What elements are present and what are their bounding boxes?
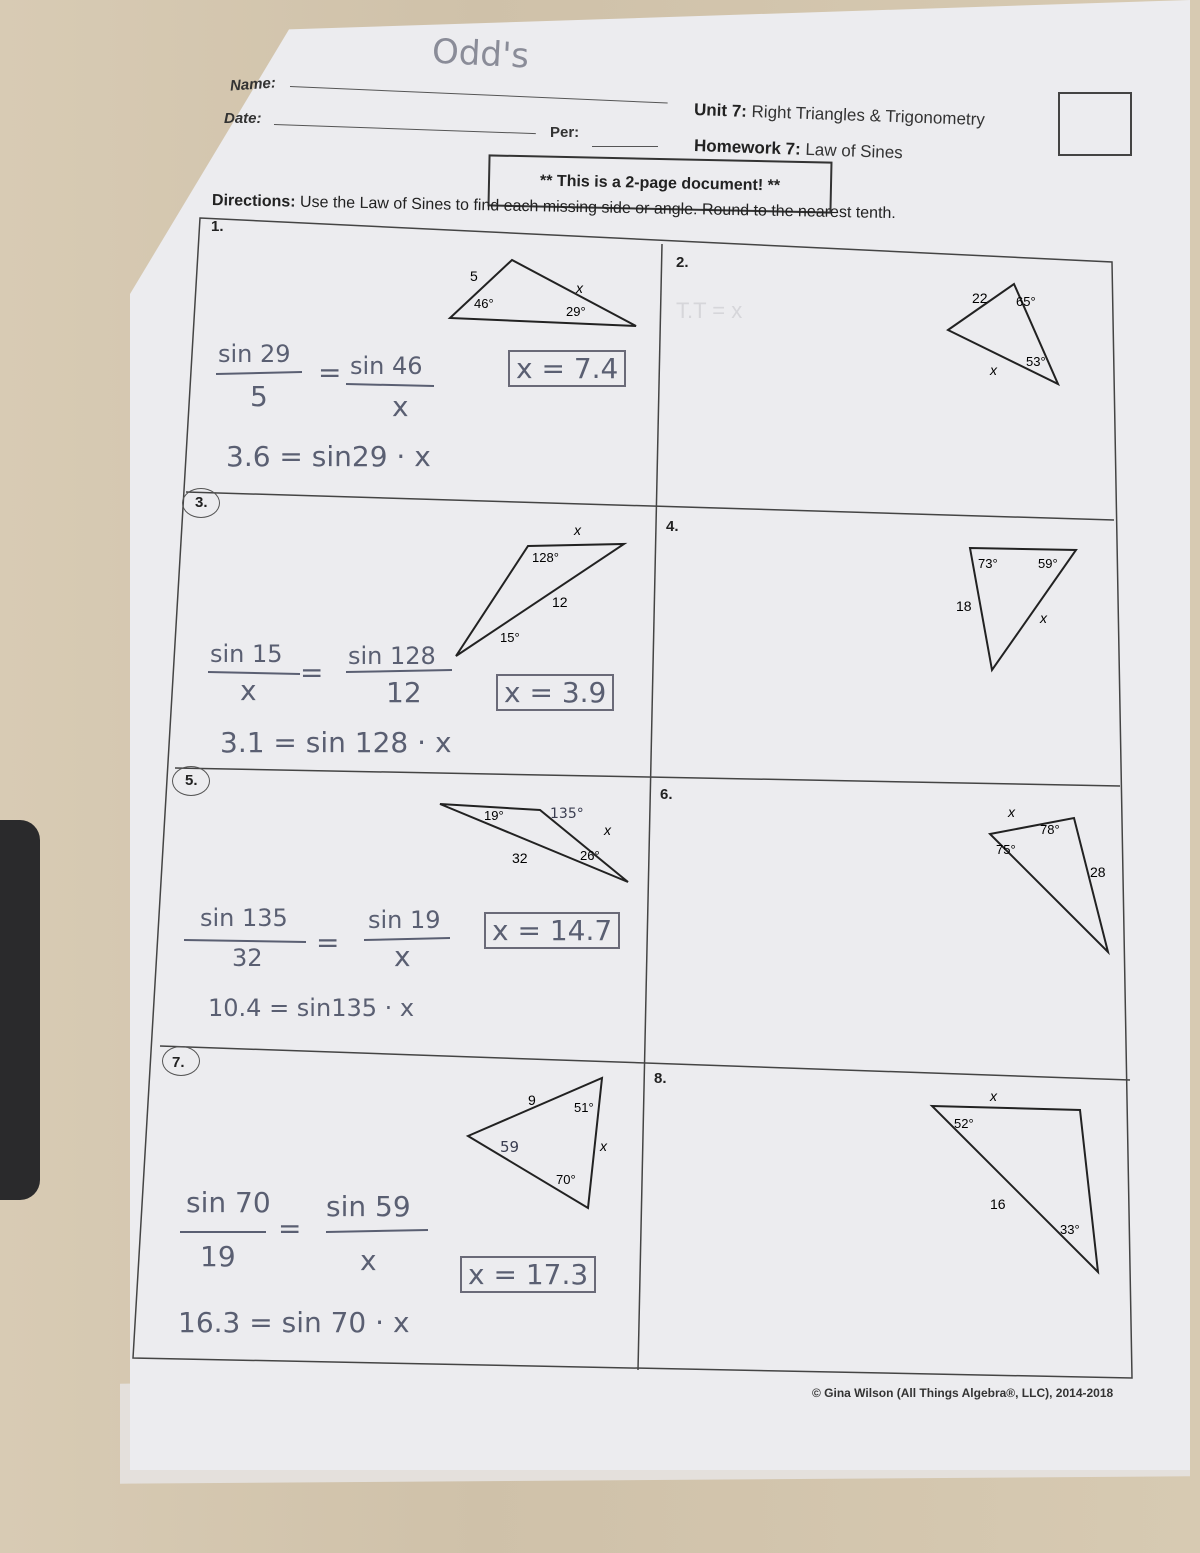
side-label: 16 bbox=[990, 1196, 1006, 1212]
angle-label: 33° bbox=[1060, 1222, 1080, 1237]
name-label: Name: bbox=[229, 74, 277, 95]
angle-label: 73° bbox=[978, 556, 998, 571]
side-label: 5 bbox=[470, 268, 478, 284]
work-denominator: x bbox=[240, 674, 257, 707]
work-step: 3.1 = sin 128 · x bbox=[220, 726, 452, 759]
angle-label: 46° bbox=[474, 296, 494, 311]
work-denominator: 32 bbox=[232, 944, 263, 972]
unknown-label: x bbox=[576, 280, 583, 296]
work-numerator: sin 70 bbox=[186, 1186, 271, 1219]
work-denominator: x bbox=[394, 940, 411, 973]
work-step: 10.4 = sin135 · x bbox=[208, 994, 415, 1022]
side-label-handwritten: 59 bbox=[500, 1138, 520, 1156]
unknown-label: x bbox=[604, 822, 611, 838]
directions-text: Use the Law of Sines to find each missing side or angle. Round to the nearest tenth. bbox=[295, 193, 896, 223]
unknown-label: x bbox=[1008, 804, 1015, 820]
angle-label: 78° bbox=[1040, 822, 1060, 837]
faded-erasure: T.T = x bbox=[676, 298, 743, 323]
unknown-label: x bbox=[990, 362, 997, 378]
date-label: Date: bbox=[224, 110, 262, 127]
equals-sign: = bbox=[300, 656, 324, 689]
grid-outer-border bbox=[133, 218, 1132, 1378]
answer-box: x = 14.7 bbox=[484, 912, 620, 949]
problem-number: 6. bbox=[660, 786, 673, 803]
triangle-5 bbox=[440, 804, 628, 882]
unknown-label: x bbox=[574, 522, 581, 538]
triangle-6 bbox=[990, 818, 1108, 952]
angle-label: 65° bbox=[1016, 294, 1036, 309]
work-step: 3.6 = sin29 · x bbox=[226, 440, 431, 473]
side-label: 32 bbox=[512, 850, 528, 866]
angle-label: 52° bbox=[954, 1116, 974, 1131]
angle-label: 19° bbox=[484, 808, 504, 823]
problem-number: 1. bbox=[211, 218, 224, 235]
problem-number: 4. bbox=[666, 518, 679, 535]
equals-sign: = bbox=[278, 1212, 302, 1245]
fraction-bar bbox=[346, 670, 452, 672]
problem-number: 8. bbox=[654, 1070, 667, 1087]
fraction-bar bbox=[326, 1230, 428, 1232]
work-denominator: 19 bbox=[200, 1240, 236, 1273]
notice-text: ** This is a 2-page document! ** bbox=[539, 172, 781, 195]
fraction-bar bbox=[216, 372, 302, 374]
work-denominator: 12 bbox=[386, 676, 422, 709]
equals-sign: = bbox=[318, 356, 342, 389]
work-denominator: x bbox=[392, 390, 409, 423]
angle-label: 70° bbox=[556, 1172, 576, 1187]
side-label: 12 bbox=[552, 594, 568, 610]
unknown-label: x bbox=[1040, 610, 1047, 626]
problem-number: 5. bbox=[185, 772, 198, 789]
answer-box: x = 17.3 bbox=[460, 1256, 596, 1293]
directions-label: Directions: bbox=[211, 192, 296, 211]
answer-box: x = 3.9 bbox=[496, 674, 614, 711]
unknown-label: x bbox=[600, 1138, 607, 1154]
unknown-label: x bbox=[990, 1088, 997, 1104]
unit-number: Unit 7: bbox=[693, 100, 748, 121]
angle-label: 75° bbox=[996, 842, 1016, 857]
work-denominator: x bbox=[360, 1244, 377, 1277]
angle-label: 53° bbox=[1026, 354, 1046, 369]
work-numerator: sin 19 bbox=[368, 906, 441, 934]
angle-label: 59° bbox=[1038, 556, 1058, 571]
homework-number: Homework 7: bbox=[693, 136, 802, 159]
side-label: 28 bbox=[1090, 864, 1106, 880]
unit-name: Right Triangles & Trigonometry bbox=[746, 101, 986, 130]
homework-name: Law of Sines bbox=[800, 139, 904, 163]
per-label: Per: bbox=[550, 124, 580, 141]
angle-label: 15° bbox=[500, 630, 520, 645]
copyright: © Gina Wilson (All Things Algebra®, LLC), 2014-2018 bbox=[812, 1386, 1114, 1400]
work-numerator: sin 46 bbox=[350, 352, 423, 380]
problem-number: 3. bbox=[195, 494, 208, 511]
problem-number: 2. bbox=[676, 254, 689, 271]
angle-label: 51° bbox=[574, 1100, 594, 1115]
angle-label: 26° bbox=[580, 848, 600, 863]
fraction-bar bbox=[184, 940, 306, 942]
side-label: 18 bbox=[956, 598, 972, 614]
handwritten-title: Odd's bbox=[431, 31, 530, 77]
problem-number: 7. bbox=[172, 1054, 185, 1071]
equals-sign: = bbox=[316, 926, 340, 959]
answer-box: x = 7.4 bbox=[508, 350, 626, 387]
angle-label: 29° bbox=[566, 304, 586, 319]
grid-row-divider-1 bbox=[186, 492, 1114, 520]
angle-label-handwritten: 135° bbox=[550, 806, 584, 822]
grid-vertical-divider bbox=[638, 244, 662, 1370]
work-numerator: sin 135 bbox=[200, 904, 288, 932]
side-label: 22 bbox=[972, 290, 988, 306]
triangle-2 bbox=[948, 284, 1058, 384]
fraction-bar bbox=[346, 384, 434, 386]
grid-row-divider-2 bbox=[175, 768, 1120, 786]
angle-label: 128° bbox=[532, 550, 559, 565]
work-numerator: sin 59 bbox=[326, 1190, 411, 1223]
work-numerator: sin 29 bbox=[218, 340, 291, 368]
side-label: 9 bbox=[528, 1092, 536, 1108]
work-numerator: sin 15 bbox=[210, 640, 283, 668]
work-step: 16.3 = sin 70 · x bbox=[178, 1306, 410, 1339]
work-numerator: sin 128 bbox=[348, 642, 436, 670]
work-denominator: 5 bbox=[250, 380, 268, 413]
